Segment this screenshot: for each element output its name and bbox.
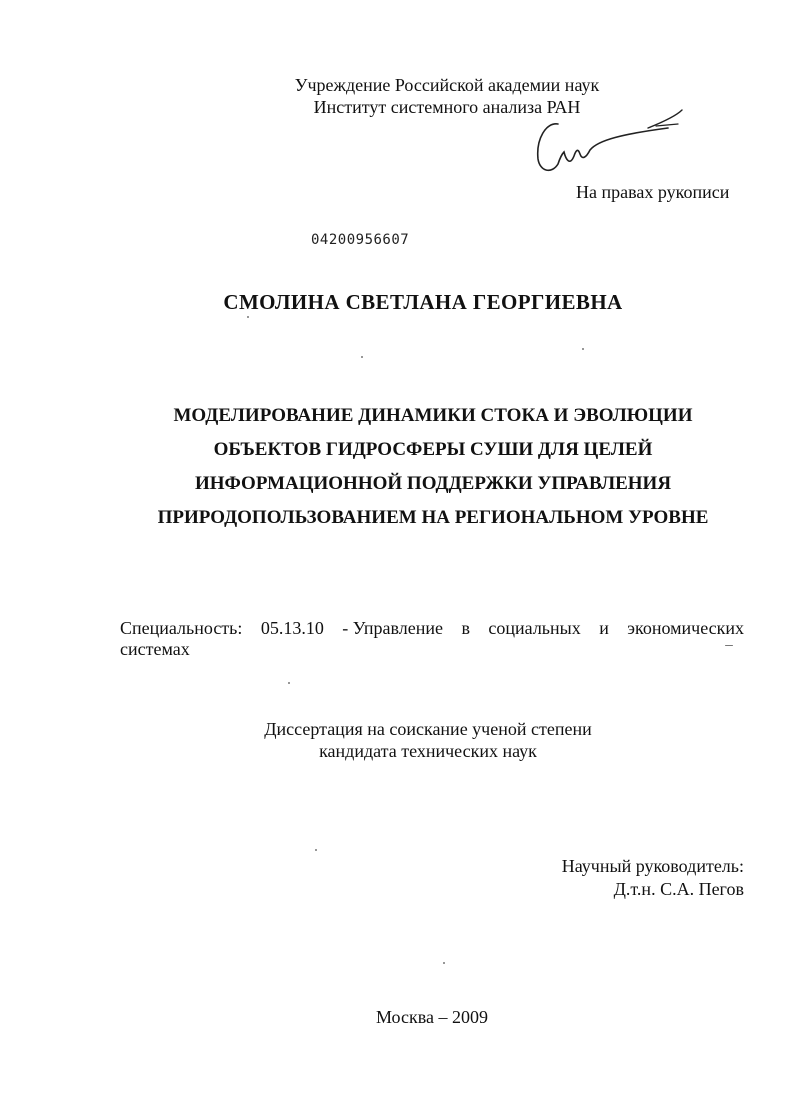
scan-speck	[582, 348, 584, 350]
institution-line-2: Институт системного анализа РАН	[313, 97, 581, 117]
scan-speck	[288, 682, 290, 684]
handwritten-signature	[528, 104, 688, 184]
scan-speck	[315, 849, 317, 851]
scan-speck	[443, 962, 445, 964]
specialty-continuation: системах	[120, 639, 190, 659]
title-line-3: ИНФОРМАЦИОННОЙ ПОДДЕРЖКИ УПРАВЛЕНИЯ	[194, 473, 672, 494]
specialty-line	[120, 618, 744, 639]
title-line-4: ПРИРОДОПОЛЬЗОВАНИЕМ НА РЕГИОНАЛЬНОМ УРОВНЕ	[157, 507, 709, 528]
title-line-1: МОДЕЛИРОВАНИЕ ДИНАМИКИ СТОКА И ЭВОЛЮЦИИ	[173, 405, 693, 426]
specialty-label: Специальность:	[120, 618, 243, 638]
scientific-advisor	[552, 855, 744, 901]
specialty-word: в	[461, 618, 470, 638]
scan-speck	[361, 356, 363, 358]
degree-line-2: кандидата технических наук	[319, 741, 537, 761]
degree-line-1: Диссертация на соискание ученой степени	[264, 719, 592, 739]
title-line-2: ОБЪЕКТОВ ГИДРОСФЕРЫ СУШИ ДЛЯ ЦЕЛЕЙ	[213, 439, 653, 460]
manuscript-rights-note: На правах рукописи	[576, 182, 730, 202]
dissertation-degree	[0, 718, 794, 762]
specialty-code: 05.13.10	[260, 618, 324, 638]
specialty-word: - Управление	[342, 618, 444, 638]
city-year: Москва – 2009	[376, 1007, 488, 1027]
author-name: СМОЛИНА СВЕТЛАНА ГЕОРГИЕВНА	[223, 290, 623, 314]
specialty-word: и	[599, 618, 609, 638]
dissertation-title	[0, 399, 794, 535]
scan-speck	[247, 316, 249, 318]
specialty-word: экономических	[627, 618, 744, 638]
specialty-word: социальных	[488, 618, 581, 638]
registration-code: 04200956607	[311, 232, 410, 248]
advisor-label: Научный руководитель:	[561, 856, 744, 876]
scan-speck	[725, 645, 733, 646]
advisor-name: Д.т.н. С.А. Пегов	[613, 879, 744, 899]
institution-line-1: Учреждение Российской академии наук	[294, 75, 600, 95]
